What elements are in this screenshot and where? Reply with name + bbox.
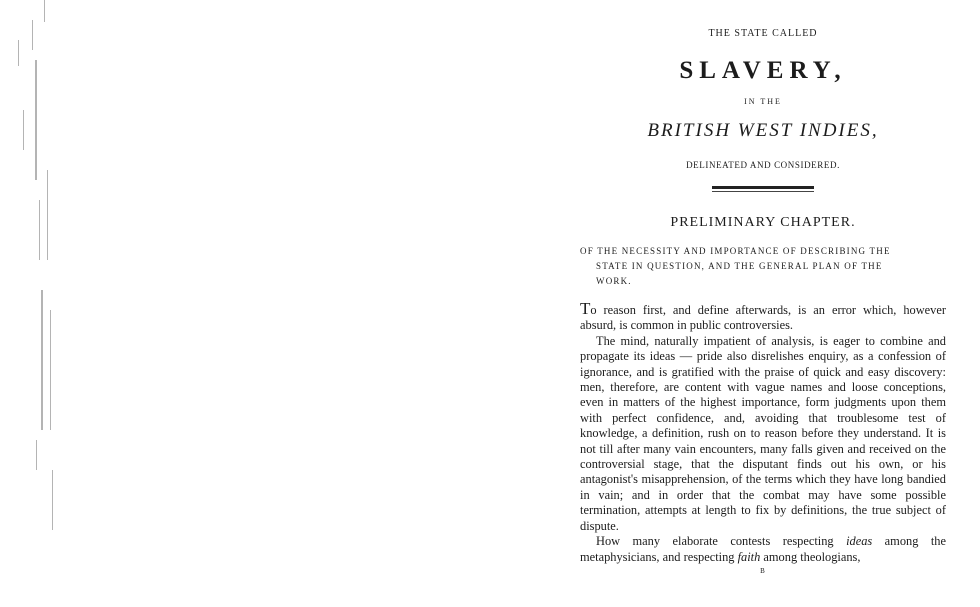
heading-subtitle: DELINEATED AND CONSIDERED.: [686, 160, 840, 170]
body-text: [580, 299, 946, 565]
chapter-desc-line-1: OF THE NECESSITY AND IMPORTANCE OF DESCRIBING THE: [580, 246, 891, 256]
signature-mark: B: [760, 566, 766, 575]
chapter-desc-line-3: WORK.: [596, 276, 632, 286]
left-page-binding-edge: [14, 0, 54, 607]
paragraph-2: The mind, naturally impatient of analysis, is eager to combine and propagate its ideas — pride also disrelishes enquiry, as a confession of ignorance, and is gratified with the praise of quick and easy discovery: men, therefore, are content with vague names and loose conceptions, even in matters of the highest importance, form judgments upon them with perfect confidence, and, avoiding that troublesome test of knowledge, a definition, rush on to reason before they understand. It is not till after many vain encounters, many falls given and received on the controversial stage, that the disputant finds out his own, or his antagonist's misapprehension, of the terms which they have long bandied in vain; and in order that the combat may have some possible termination, attempts at length to fix by definitions, the true subject of dispute.: [580, 333, 946, 533]
paragraph-1: [580, 299, 946, 334]
drop-cap: T: [580, 299, 591, 318]
paragraph-1-text: o reason first, and define afterwards, is an error which, however absurd, is common in public controversies.: [580, 303, 946, 333]
paragraph-3: How many elaborate contests respecting ideas among the metaphysicians, and respecting faith among theologians,: [580, 534, 946, 564]
chapter-title: PRELIMINARY CHAPTER.: [670, 215, 856, 230]
emphasis-faith: faith: [737, 549, 761, 564]
heading-region: BRITISH WEST INDIES,: [647, 120, 879, 141]
heading-line-1: THE STATE CALLED: [708, 28, 818, 39]
emphasis-ideas: ideas: [846, 534, 873, 549]
chapter-desc-line-2: STATE IN QUESTION, AND THE GENERAL PLAN OF THE: [596, 261, 883, 271]
right-page-text: [580, 28, 946, 575]
heading-title: SLAVERY,: [679, 57, 847, 84]
chapter-description: [580, 244, 946, 289]
ornamental-rule: [712, 186, 814, 192]
heading-line-3: IN THE: [744, 97, 782, 106]
